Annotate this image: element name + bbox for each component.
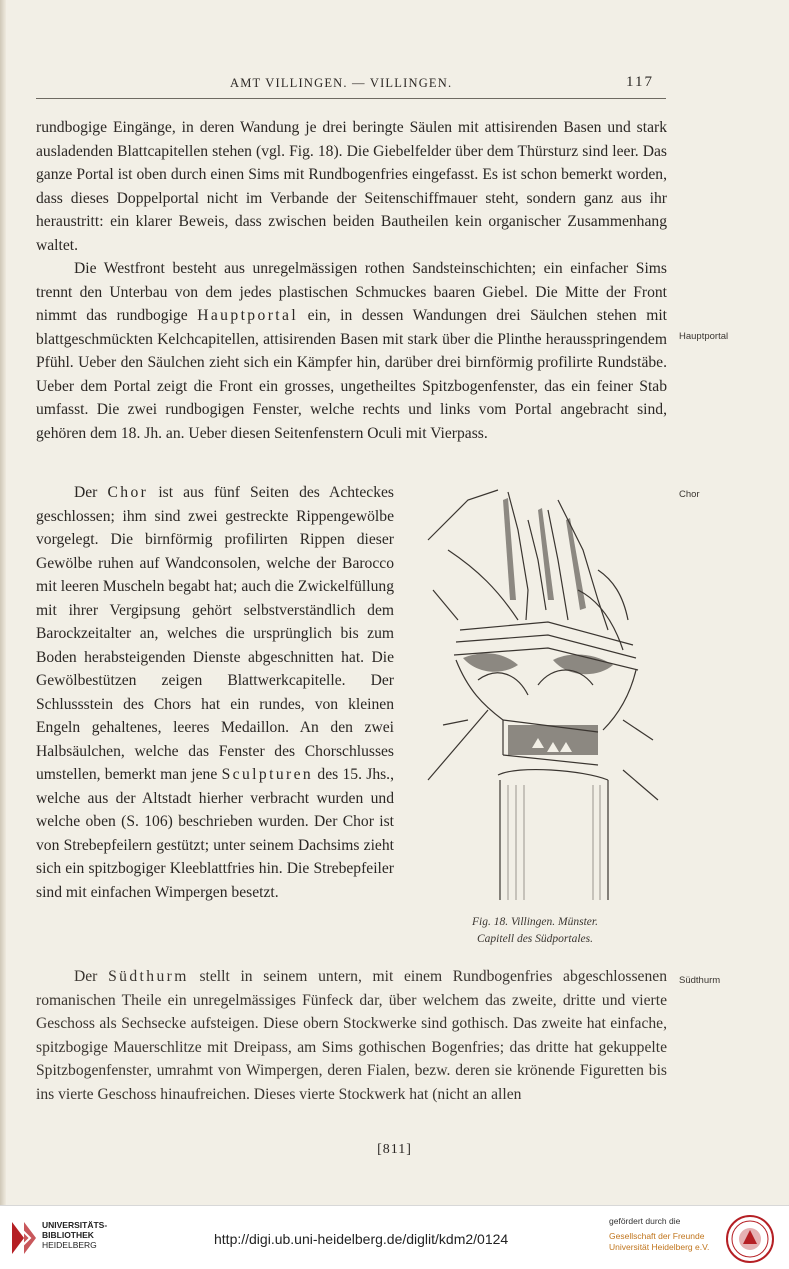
margin-note-suedthurm: Südthurm — [679, 975, 721, 986]
library-logo[interactable] — [10, 1218, 130, 1258]
paragraph-4: Der Südthurm stellt in seinem untern, mit einem Rundbogenfries abgeschlossenen romanischen Theile ein unregelmässiges Fünfeck dar, über welchem das zweite, dritte und vierte Geschoss als Sechsecke aufsteigen. Diese obern Stockwerke sind gothisch. Das zweite hat einfache, spitzbogige Mauerschlitze mit Dreipass, am Sims gothischen Bogenfries; das dritte hat gekuppelte Spitzbogenfenster, umrahmt von Wimpergen, deren Fialen, bezw. deren sie krönende Figuretten bis ins vierte Geschoss hinaufreichen. Dieses vierte Stockwerk hat (nicht an allen — [36, 968, 667, 1103]
term-chor: Chor — [107, 484, 149, 501]
page-number: 117 — [626, 74, 654, 90]
term-sculpturen: Sculpturen — [221, 766, 314, 783]
viewer-footer — [0, 1205, 789, 1269]
page-header — [0, 76, 789, 98]
term-suedthurm: Südthurm — [108, 968, 189, 985]
printer-signature: [811] — [377, 1142, 412, 1157]
library-logo-icon — [10, 1218, 38, 1258]
running-head: AMT VILLINGEN. — VILLINGEN. — [230, 76, 453, 90]
term-hauptportal: Hauptportal — [197, 307, 299, 324]
library-logo-text: UNIVERSITÄTS- BIBLIOTHEK HEIDELBERG — [42, 1220, 108, 1250]
permalink-url[interactable]: http://digi.ub.uni-heidelberg.de/diglit/kdm2/0124 — [214, 1231, 509, 1247]
figure-caption — [410, 914, 660, 948]
header-rule — [36, 98, 666, 99]
body-text-top — [36, 116, 667, 445]
funded-by-label: gefördert durch die — [609, 1216, 681, 1226]
margin-note-hauptportal: Hauptportal — [679, 331, 729, 342]
capital-drawing — [408, 480, 666, 900]
paragraph-2: Die Westfront besteht aus unregelmässigen rothen Sandsteinschichten; ein einfacher Sims trennt den Unterbau von dem jedes plastischen Schmuckes baaren Giebel. Die Mitte der Front nimmt das rundbogige Hauptportal ein, in dessen Wandungen drei Säulchen stehen mit blattgeschmückten Kelchcapitellen, attisirenden Basen mit stark über die Plinthe herausspringendem Pfühl. Ueber den Säulchen zieht sich ein Kämpfer hin, darüber drei birnförmig profilirte Rundstäbe. Ueber dem Portal zeigt die Front ein grosses, ungetheiltes Spitzbogenfenster, das ein feiner Stab umfasst. Die zwei rundbogigen Fenster, welche rechts und links vom Portal angebracht sind, gehören dem 18. Jh. an. Ueber diesen Seitenfenstern Oculi mit Vierpass. — [36, 260, 667, 442]
caption-line-2: Capitell des Südportales. — [477, 933, 593, 945]
university-seal-icon — [725, 1214, 775, 1264]
figure-capital-illustration — [408, 480, 666, 900]
society-name[interactable]: Gesellschaft der Freunde Universität Heidelberg e.V. — [609, 1231, 710, 1252]
page-gutter-shadow — [0, 0, 6, 1205]
paragraph-3: Der Chor ist aus fünf Seiten des Achteckes geschlossen; ihm sind zwei gestreckte Rippengewölbe vorgelegt. Die birnförmig profilirten Rippen dieser Gewölbe ruhen auf Wandconsolen, welche der Barocco mit leeren Muscheln begabt hat; auch die Zwickelfüllung mit ihrer Vergipsung gehört selbstverständlich dem Barockzeitalter an, welches die ursprünglich bis zum Boden herabsteigenden Dienste abgeschnitten hat. Die Gewölbestützen zeigen Blattwerkcapitelle. Der Schlussstein des Chors hat ein rundes, von kleinen Engeln gehaltenes, leeres Medaillon. An den zwei Halbsäulchen, welche das Fenster des Chorschlusses umstellen, bemerkt man jene Sculpturen des 15. Jhs., welche aus der Altstadt hierher verbracht wurden und welche oben (S. 106) beschrieben wurden. Der Chor ist von Strebepfeilern gestützt; unter seinem Dachsims zieht sich ein spitzbogiger Kleeblattfries hin. Die Strebepfeiler sind mit einfachen Wimpergen besetzt. — [36, 484, 395, 901]
margin-note-chor: Chor — [679, 489, 700, 500]
paragraph-1: rundbogige Eingänge, in deren Wandung je drei beringte Säulen mit attisirenden Basen und stark ausladenden Blattcapitellen stehen (vgl. Fig. 18). Die Giebelfelder über dem Thürsturz sind leer. Das ganze Portal ist oben durch einen Sims mit Rundbogenfries eingefasst. Es ist schon bemerkt worden, dass dieses Doppelportal nicht im Verbande der Seitenschiffmauer steht, sondern ganz aus ihr heraustritt: ein klarer Beweis, dass zwischen beiden Bautheilen kein organischer Zusammenhang waltet. — [36, 119, 667, 254]
caption-line-1: Fig. 18. Villingen. Münster. — [472, 916, 598, 928]
